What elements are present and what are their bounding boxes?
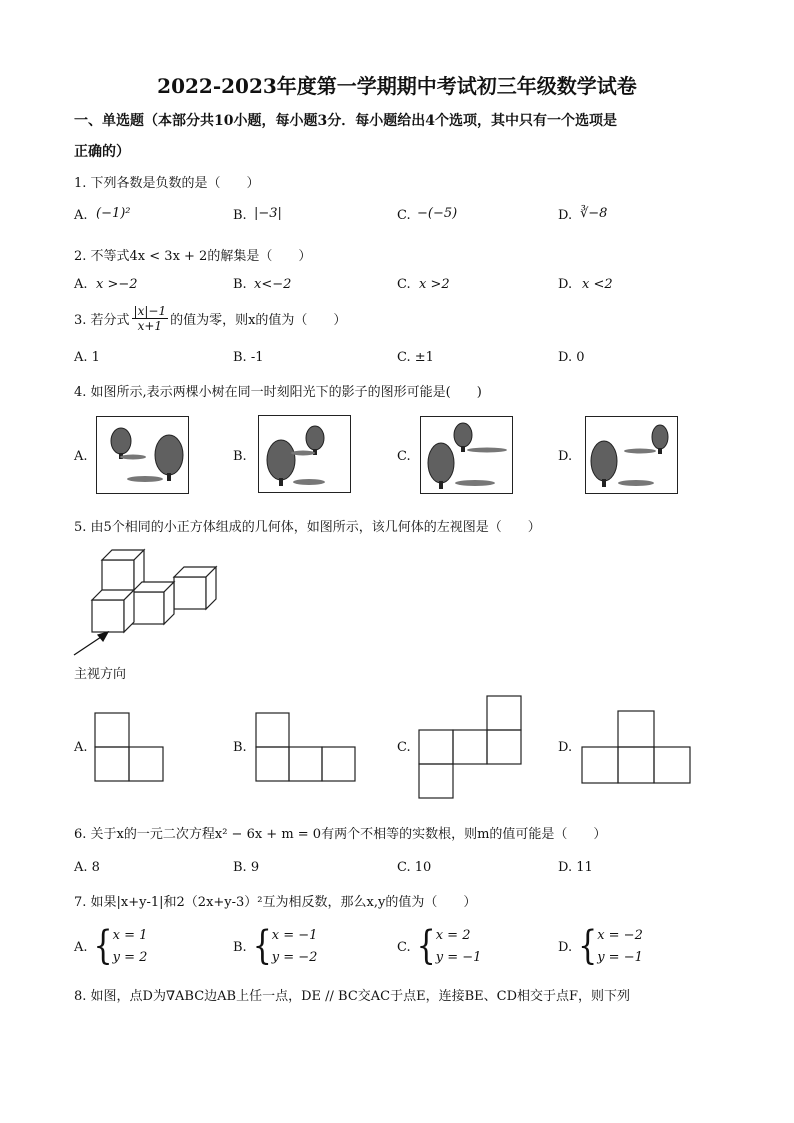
q3-stem [74, 304, 346, 333]
q2-option-a: x >−2 [96, 277, 138, 292]
q1-option-b: |−3| [254, 206, 282, 221]
view-direction-arrow-icon [74, 632, 108, 655]
q5-option-b-figure [255, 712, 359, 784]
q3-stem-suffix: 的值为零，则x的值为（ ） [170, 313, 347, 328]
q6-option-a: A. 8 [74, 860, 100, 875]
q4-stem: 4. 如图所示,表示两棵小树在同一时刻阳光下的影子的图形可能是( ) [74, 385, 482, 400]
large-tree-icon [428, 443, 454, 489]
q3-fraction-denominator: x+1 [137, 319, 163, 333]
left-brace-icon: { [93, 923, 113, 970]
q7-option-a-eq2: y = 2 [112, 950, 148, 965]
large-tree-icon [591, 441, 617, 487]
page-title: 2022-2023年度第一学期期中考试初三年级数学试卷 [157, 74, 637, 98]
q2-option-c: x >2 [419, 277, 450, 292]
q7-option-d [558, 925, 643, 969]
q5-label-d: D. [558, 740, 573, 755]
q7-option-d-eq1: x = −2 [597, 928, 643, 943]
q7-option-c-eq1: x = 2 [435, 928, 471, 943]
shadow-shape [624, 449, 656, 454]
q8-stem: 8. 如图，点D为∇ABC边AB上任一点，DE // BC交AC于点E，连接BE、CD相交于点F，则下列 [74, 989, 631, 1004]
q5-label-c: C. [397, 740, 411, 755]
q7-option-d-eq2: y = −1 [597, 950, 643, 965]
q7-option-b [233, 925, 317, 969]
q1-option-a: (−1)² [96, 206, 131, 221]
shadow-shape [291, 451, 315, 456]
q7-option-c-system [436, 925, 482, 969]
q7-option-a-system [113, 925, 148, 969]
left-brace-icon: { [578, 923, 598, 970]
q2-option-b: x<−2 [254, 277, 292, 292]
q6-stem: 6. 关于x的一元二次方程x² − 6x + m = 0有两个不相等的实数根，则m的值可能是（ ） [74, 827, 607, 842]
q3-option-b: B. -1 [233, 350, 264, 365]
shadow-shape [455, 480, 495, 486]
small-tree-icon [454, 423, 472, 452]
q5-cube-figure [72, 545, 232, 665]
shadow-shape [120, 455, 146, 460]
q4-figure-c [420, 416, 513, 494]
q3-option-a: A. 1 [74, 350, 100, 365]
q7-option-c-eq2: y = −1 [435, 950, 482, 965]
shadow-shape [618, 480, 654, 486]
small-tree-icon [306, 426, 324, 455]
q2-option-c-label: C. [397, 277, 411, 292]
q5-label-a: A. [74, 740, 88, 755]
cube-shape [92, 590, 134, 632]
q3-fraction-numerator: |x|−1 [133, 304, 167, 318]
q4-label-c: C. [397, 449, 411, 464]
q3-stem-prefix: 3. 若分式 [74, 313, 130, 328]
q6-option-d: D. 11 [558, 860, 593, 875]
q1-option-c: −(−5) [417, 206, 458, 221]
q4-label-b: B. [233, 449, 247, 464]
large-tree-icon [267, 440, 295, 486]
q4-label-a: A. [74, 449, 88, 464]
q1-stem: 1. 下列各数是负数的是（ ） [74, 176, 260, 191]
q7-option-a-eq1: x = 1 [112, 928, 148, 943]
q7-option-b-eq2: y = −2 [271, 950, 318, 965]
q2-stem: 2. 不等式4x < 3x + 2的解集是（ ） [74, 249, 312, 264]
q6-option-b: B. 9 [233, 860, 260, 875]
q5-option-d-figure [581, 710, 693, 786]
shadow-shape [293, 479, 325, 485]
q1-option-d: ∛−8 [580, 206, 608, 221]
large-tree-icon [155, 435, 183, 481]
q2-option-b-label: B. [233, 277, 247, 292]
q6-option-c: C. 10 [397, 860, 432, 875]
q7-option-a [74, 925, 147, 969]
q5-label-b: B. [233, 740, 247, 755]
q2-option-a-label: A. [74, 277, 88, 292]
q4-label-d: D. [558, 449, 573, 464]
q5-option-c-figure [418, 695, 526, 801]
q1-option-b-label: B. [233, 208, 247, 223]
q4-figure-a [96, 416, 189, 494]
section-heading-line1: 一、单选题（本部分共10小题，每小题3分．每小题给出4个选项，其中只有一个选项是 [74, 113, 617, 129]
left-brace-icon: { [416, 923, 436, 970]
section-heading-line2: 正确的） [74, 144, 130, 160]
q3-option-c: C. ±1 [397, 350, 434, 365]
q7-option-b-system [272, 925, 318, 969]
q7-option-d-label: D. [558, 939, 573, 955]
q4-figure-d [585, 416, 678, 494]
q5-stem: 5. 由5个相同的小正方体组成的几何体，如图所示，该几何体的左视图是（ ） [74, 520, 541, 535]
q7-option-c [397, 925, 481, 969]
q4-figure-b [258, 415, 351, 493]
q3-option-d: D. 0 [558, 350, 585, 365]
q5-option-a-figure [94, 712, 166, 784]
q2-option-d-label: D. [558, 277, 573, 292]
q5-view-caption: 主视方向 [74, 667, 127, 682]
small-tree-icon [652, 425, 668, 454]
cube-shape [174, 567, 216, 609]
q1-option-a-label: A. [74, 208, 88, 223]
q7-option-b-eq1: x = −1 [271, 928, 318, 943]
q7-stem: 7. 如果|x+y-1|和2（2x+y-3）²互为相反数，那么x,y的值为（ ） [74, 895, 477, 910]
q2-option-d: x <2 [582, 277, 613, 292]
q7-option-c-label: C. [397, 939, 411, 955]
shadow-shape [467, 448, 507, 453]
small-tree-icon [111, 428, 131, 459]
q7-option-d-system [597, 925, 643, 969]
q3-fraction [132, 304, 169, 333]
q7-option-a-label: A. [74, 939, 88, 955]
cube-shape [132, 582, 174, 624]
q7-option-b-label: B. [233, 939, 247, 955]
shadow-shape [127, 476, 163, 482]
q1-option-c-label: C. [397, 208, 411, 223]
q1-option-d-label: D. [558, 208, 573, 223]
left-brace-icon: { [252, 923, 272, 970]
